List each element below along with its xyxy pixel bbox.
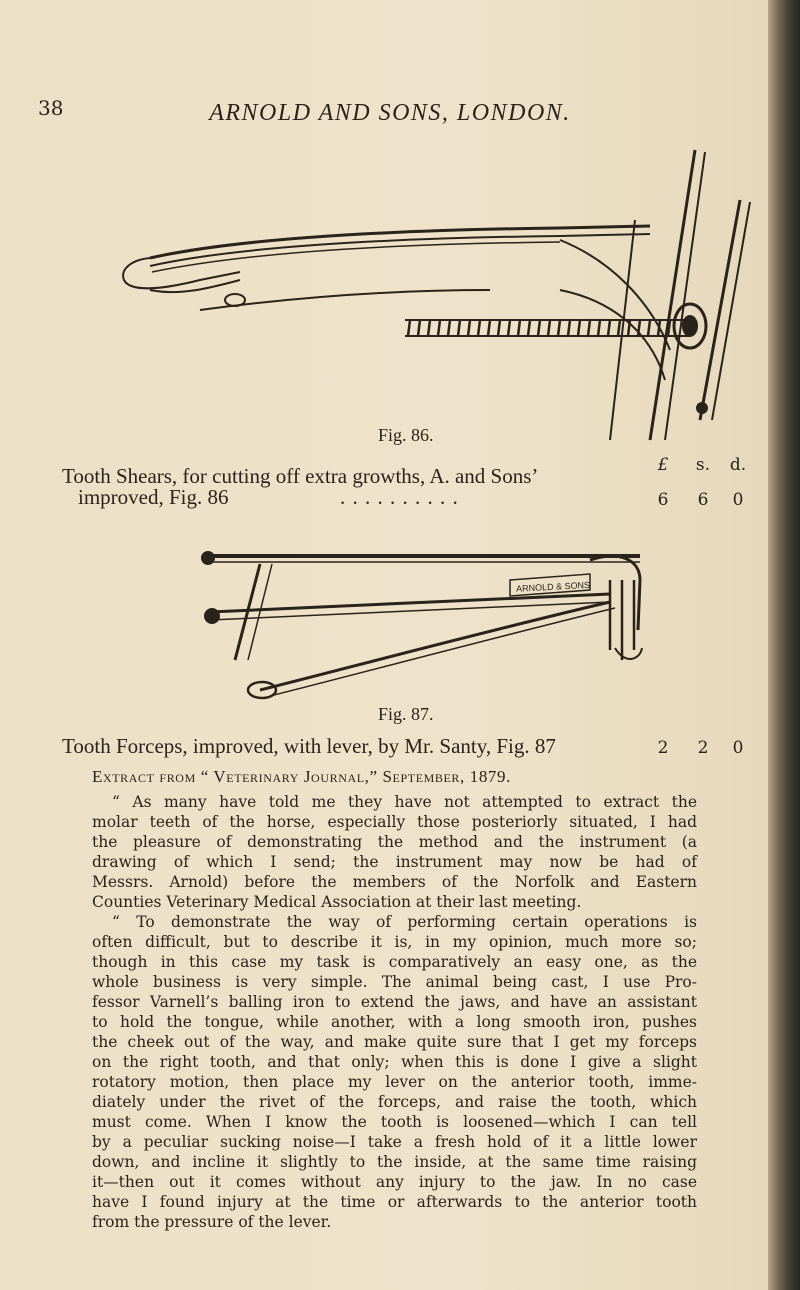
item-tooth-shears-leaders: . . . . . . . . . . bbox=[340, 485, 459, 509]
price-header-pence: d. bbox=[729, 455, 747, 475]
extract-line: whole business is very simple. The animal being cast, I use Pro- bbox=[92, 973, 697, 991]
price-header-pounds: £ bbox=[657, 455, 669, 475]
figure-87-engraving: ARNOLD & SONS bbox=[515, 579, 591, 594]
extract-line: by a peculiar sucking noise—I take a fresh hold of it a little lower bbox=[92, 1133, 697, 1151]
extract-line: rotatory motion, then place my lever on the anterior tooth, imme- bbox=[92, 1073, 697, 1091]
extract-line: “ To demonstrate the way of performing certain operations is bbox=[112, 913, 697, 931]
extract-line: Counties Veterinary Medical Association at their last meeting. bbox=[92, 893, 582, 911]
extract-line: have I found injury at the time or afterwards to the anterior tooth bbox=[92, 1193, 697, 1211]
extract-line: the pleasure of demonstrating the method and the instrument (a bbox=[92, 833, 697, 851]
extract-line: diately under the rivet of the forceps, and raise the tooth, which bbox=[92, 1093, 697, 1111]
extract-line: drawing of which I send; the instrument may now be had of bbox=[92, 853, 697, 871]
item-tooth-shears-title-cont: improved, Fig. 86 bbox=[78, 485, 229, 509]
extract-line: from the pressure of the lever. bbox=[92, 1213, 332, 1231]
extract-line: it—then out it comes without any injury to the jaw. In no case bbox=[92, 1173, 697, 1191]
item-tooth-forceps-pounds: 2 bbox=[657, 738, 669, 758]
page-number: 38 bbox=[38, 96, 64, 120]
extract-line: down, and incline it slightly to the inside, at the same time raising bbox=[92, 1153, 697, 1171]
figure-87-caption: Fig. 87. bbox=[378, 704, 434, 724]
figure-87-tooth-forceps bbox=[190, 520, 670, 710]
item-tooth-forceps-pence: 0 bbox=[732, 738, 744, 758]
extract-line: “ As many have told me they have not attempted to extract the bbox=[112, 793, 697, 811]
running-head: ARNOLD AND SONS, LONDON. bbox=[209, 100, 571, 126]
item-tooth-shears-title: Tooth Shears, for cutting off extra growths, A. and Sons’ bbox=[62, 464, 539, 488]
extract-line: fessor Varnell’s balling iron to extend the jaws, and have an assistant bbox=[92, 993, 697, 1011]
extract-heading: Extract from “ Veterinary Journal,” September, 1879. bbox=[92, 767, 511, 786]
figure-86-tooth-shears bbox=[90, 140, 780, 440]
item-tooth-forceps-title: Tooth Forceps, improved, with lever, by Mr. Santy, Fig. 87 bbox=[62, 734, 556, 758]
price-header-shillings: s. bbox=[695, 455, 711, 475]
extract-line: on the right tooth, and that only; when this is done I give a slight bbox=[92, 1053, 697, 1071]
item-tooth-forceps-shillings: 2 bbox=[697, 738, 709, 758]
extract-line: often difficult, but to describe it is, in my opinion, much more so; bbox=[92, 933, 697, 951]
item-tooth-shears-pounds: 6 bbox=[657, 490, 669, 510]
extract-line: must come. When I know the tooth is loosened—which I can tell bbox=[92, 1113, 697, 1131]
extract-line: molar teeth of the horse, especially those posteriorly situated, I had bbox=[92, 813, 697, 831]
item-tooth-shears-shillings: 6 bbox=[697, 490, 709, 510]
extract-line: the cheek out of the way, and make quite sure that I get my forceps bbox=[92, 1033, 697, 1051]
extract-line: to hold the tongue, while another, with a long smooth iron, pushes bbox=[92, 1013, 697, 1031]
item-tooth-shears-pence: 0 bbox=[732, 490, 744, 510]
figure-86-caption: Fig. 86. bbox=[378, 425, 434, 445]
extract-line: though in this case my task is comparatively an easy one, as the bbox=[92, 953, 697, 971]
extract-line: Messrs. Arnold) before the members of the Norfolk and Eastern bbox=[92, 873, 697, 891]
